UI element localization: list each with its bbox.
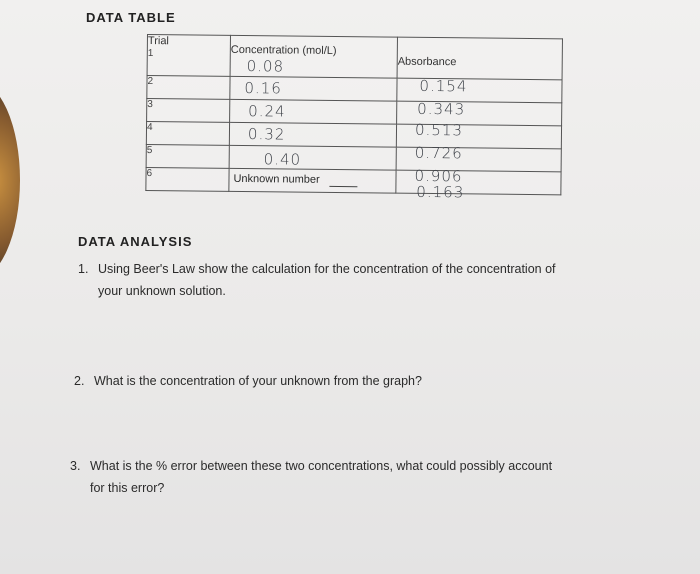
photo-edge-shadow [0,80,20,280]
absorbance-value: 0.513 [414,120,464,140]
concentration-cell [229,168,396,193]
data-table [145,34,563,202]
concentration-value: 0.16 [244,79,282,98]
trial-1-label: 1 [147,48,154,60]
trial-cell: 6 [146,167,229,191]
trial-cell: 5 [146,144,229,168]
absorbance-value: 0.343 [417,99,466,119]
table-header-row [147,35,562,80]
question-3 [70,455,660,499]
unknown-number-label: Unknown number [233,172,320,186]
question-text-continued: your unknown solution. [98,284,226,298]
concentration-value: 0.08 [246,57,285,76]
header-trial-label: Trial [147,35,169,48]
header-absorbance: Absorbance [397,37,562,80]
concentration-value: 0.32 [247,125,286,144]
concentration-value: 0.40 [263,150,302,169]
question-2 [74,370,634,392]
concentration-cell [230,57,397,101]
question-number: 1. [78,262,89,276]
question-text: What is the % error between these two concentrations, what could possibly account [90,459,553,473]
trial-cell: 2 [147,76,230,100]
absorbance-value: 0.154 [419,76,468,96]
data-table-title: DATA TABLE [86,10,176,25]
question-1 [78,258,638,302]
question-number: 3. [70,459,81,473]
concentration-value: 0.24 [248,102,286,121]
absorbance-cell [396,166,561,202]
unknown-blank-line [329,186,357,187]
concentration-cell [230,99,397,124]
trial-cell: 3 [147,99,230,123]
absorbance-value: 0.163 [416,182,465,202]
data-analysis-title: DATA ANALYSIS [78,234,193,249]
question-text: What is the concentration of your unknown from the graph? [94,374,422,388]
absorbance-value: 0.726 [414,143,463,163]
header-concentration: Concentration (mol/L) [230,35,397,78]
question-text: Using Beer's Law show the calculation for the concentration of the concentration of [98,262,556,276]
concentration-cell [229,145,396,170]
absorbance-value: 0.906 [414,166,463,186]
question-text-continued: for this error? [90,481,165,495]
table-row [146,167,561,194]
trial-cell: 4 [146,122,229,146]
header-trial [147,35,230,77]
question-number: 2. [74,374,85,388]
concentration-cell [229,122,396,147]
